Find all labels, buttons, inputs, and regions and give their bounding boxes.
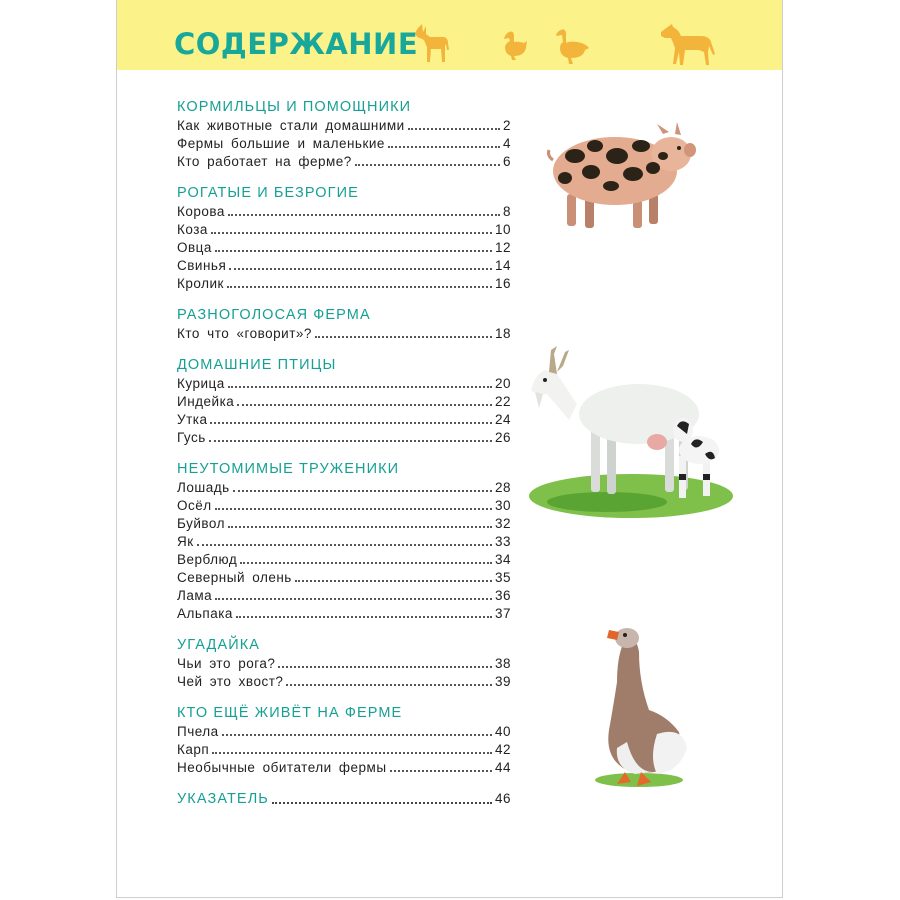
toc-entry[interactable] bbox=[177, 496, 511, 514]
entry-page-number: 2 bbox=[502, 118, 511, 133]
toc-entry[interactable] bbox=[177, 654, 511, 672]
entry-label: Курица bbox=[177, 376, 225, 391]
toc-section bbox=[177, 96, 511, 170]
entry-page-number: 38 bbox=[494, 656, 511, 671]
toc-section bbox=[177, 354, 511, 446]
entry-label: Коза bbox=[177, 222, 208, 237]
section-title: ДОМАШНИЕ ПТИЦЫ bbox=[177, 357, 337, 373]
dot-leader bbox=[229, 268, 492, 270]
dot-leader bbox=[212, 752, 492, 754]
dot-leader bbox=[228, 386, 492, 388]
entry-label: Необычные обитатели фермы bbox=[177, 760, 387, 775]
dot-leader bbox=[228, 214, 500, 216]
entry-label: Индейка bbox=[177, 394, 235, 409]
entry-page-number: 37 bbox=[494, 606, 511, 621]
entry-page-number: 12 bbox=[494, 240, 511, 255]
dot-leader bbox=[215, 508, 492, 510]
entry-label: Как животные стали домашними bbox=[177, 118, 405, 133]
dot-leader bbox=[236, 616, 492, 618]
toc-entry[interactable] bbox=[177, 722, 511, 740]
entry-page-number: 24 bbox=[494, 412, 511, 427]
dot-leader bbox=[233, 490, 492, 492]
section-title: РОГАТЫЕ И БЕЗРОГИЕ bbox=[177, 185, 359, 201]
dot-leader bbox=[390, 770, 492, 772]
dot-leader bbox=[228, 526, 492, 528]
entry-page-number: 18 bbox=[494, 326, 511, 341]
toc-entry[interactable] bbox=[177, 586, 511, 604]
toc-entry[interactable] bbox=[177, 374, 511, 392]
duck-silhouette-icon bbox=[502, 30, 528, 60]
toc-entry[interactable] bbox=[177, 478, 511, 496]
entry-page-number: 32 bbox=[494, 516, 511, 531]
toc-entry[interactable] bbox=[177, 604, 511, 622]
entry-label: Як bbox=[177, 534, 194, 549]
toc-entry[interactable] bbox=[177, 428, 511, 446]
toc-section bbox=[177, 702, 511, 776]
dot-leader bbox=[237, 404, 492, 406]
entry-label: Свинья bbox=[177, 258, 227, 273]
toc-entry[interactable] bbox=[177, 152, 511, 170]
section-title: КТО ЕЩЁ ЖИВЁТ НА ФЕРМЕ bbox=[177, 705, 403, 721]
dot-leader bbox=[408, 128, 500, 130]
entry-page-number: 20 bbox=[494, 376, 511, 391]
dot-leader bbox=[240, 562, 492, 564]
section-heading[interactable] bbox=[177, 304, 511, 324]
entry-label: Верблюд bbox=[177, 552, 238, 567]
goat-with-kid-illustration bbox=[527, 344, 733, 529]
dot-leader bbox=[211, 232, 492, 234]
toc-entry[interactable] bbox=[177, 324, 511, 342]
donkey-silhouette-icon bbox=[414, 24, 450, 64]
dot-leader bbox=[388, 146, 500, 148]
entry-label: Кто что «говорит»? bbox=[177, 326, 312, 341]
toc-section bbox=[177, 304, 511, 342]
section-title: УГАДАЙКА bbox=[177, 637, 261, 653]
dot-leader bbox=[209, 440, 492, 442]
entry-label: Буйвол bbox=[177, 516, 225, 531]
toc-entry[interactable] bbox=[177, 550, 511, 568]
entry-label: Пчела bbox=[177, 724, 219, 739]
table-of-contents bbox=[177, 96, 511, 808]
section-heading[interactable] bbox=[177, 702, 511, 722]
entry-page-number: 8 bbox=[502, 204, 511, 219]
entry-page-number: 44 bbox=[494, 760, 511, 775]
section-heading[interactable] bbox=[177, 96, 511, 116]
section-title: НЕУТОМИМЫЕ ТРУЖЕНИКИ bbox=[177, 461, 400, 477]
section-heading[interactable] bbox=[177, 354, 511, 374]
section-title: КОРМИЛЬЦЫ И ПОМОЩНИКИ bbox=[177, 99, 412, 115]
section-heading[interactable] bbox=[177, 458, 511, 478]
dot-leader bbox=[295, 580, 492, 582]
entry-page-number: 33 bbox=[494, 534, 511, 549]
dot-leader bbox=[272, 802, 492, 804]
toc-entry[interactable] bbox=[177, 568, 511, 586]
pig-illustration bbox=[545, 116, 701, 239]
index-title: УКАЗАТЕЛЬ bbox=[177, 791, 269, 807]
toc-entry[interactable] bbox=[177, 514, 511, 532]
entry-page-number: 28 bbox=[494, 480, 511, 495]
toc-section bbox=[177, 182, 511, 292]
horse-silhouette-icon bbox=[659, 24, 715, 66]
goose-silhouette-icon bbox=[555, 28, 591, 64]
toc-section bbox=[177, 458, 511, 622]
entry-label: Лошадь bbox=[177, 480, 230, 495]
entry-page-number: 14 bbox=[494, 258, 511, 273]
index-page-number: 46 bbox=[494, 791, 511, 806]
entry-page-number: 39 bbox=[494, 674, 511, 689]
entry-label: Корова bbox=[177, 204, 225, 219]
goose-illustration bbox=[587, 622, 697, 797]
toc-entry[interactable] bbox=[177, 256, 511, 274]
entry-label: Чей это хвост? bbox=[177, 674, 284, 689]
dot-leader bbox=[210, 422, 491, 424]
entry-label: Альпака bbox=[177, 606, 233, 621]
entry-label: Лама bbox=[177, 588, 213, 603]
toc-entry[interactable] bbox=[177, 672, 511, 690]
entry-page-number: 42 bbox=[494, 742, 511, 757]
section-title: РАЗНОГОЛОСАЯ ФЕРМА bbox=[177, 307, 371, 323]
entry-label: Утка bbox=[177, 412, 208, 427]
entry-label: Чьи это рога? bbox=[177, 656, 276, 671]
entry-label: Северный олень bbox=[177, 570, 292, 585]
dot-leader bbox=[355, 164, 500, 166]
entry-page-number: 10 bbox=[494, 222, 511, 237]
dot-leader bbox=[215, 598, 492, 600]
toc-entry[interactable] bbox=[177, 238, 511, 256]
entry-page-number: 36 bbox=[494, 588, 511, 603]
entry-label: Фермы большие и маленькие bbox=[177, 136, 385, 151]
page-title: СОДЕРЖАНИЕ bbox=[174, 27, 419, 61]
toc-entry[interactable] bbox=[177, 392, 511, 410]
entry-page-number: 34 bbox=[494, 552, 511, 567]
dot-leader bbox=[227, 286, 492, 288]
entry-page-number: 16 bbox=[494, 276, 511, 291]
contents-page bbox=[116, 0, 783, 898]
toc-entry[interactable] bbox=[177, 532, 511, 550]
entry-page-number: 22 bbox=[494, 394, 511, 409]
entry-label: Кролик bbox=[177, 276, 224, 291]
entry-label: Кто работает на ферме? bbox=[177, 154, 352, 169]
entry-label: Карп bbox=[177, 742, 210, 757]
toc-section bbox=[177, 634, 511, 690]
dot-leader bbox=[278, 666, 492, 668]
entry-label: Гусь bbox=[177, 430, 206, 445]
section-heading[interactable] bbox=[177, 634, 511, 654]
toc-entry[interactable] bbox=[177, 740, 511, 758]
section-heading[interactable] bbox=[177, 182, 511, 202]
entry-page-number: 30 bbox=[494, 498, 511, 513]
dot-leader bbox=[197, 544, 492, 546]
entry-page-number: 4 bbox=[502, 136, 511, 151]
toc-entry[interactable] bbox=[177, 134, 511, 152]
toc-entry[interactable] bbox=[177, 202, 511, 220]
toc-entry[interactable] bbox=[177, 758, 511, 776]
entry-label: Овца bbox=[177, 240, 212, 255]
toc-entry[interactable] bbox=[177, 116, 511, 134]
entry-page-number: 26 bbox=[494, 430, 511, 445]
entry-page-number: 6 bbox=[502, 154, 511, 169]
dot-leader bbox=[222, 734, 492, 736]
dot-leader bbox=[286, 684, 492, 686]
toc-entry[interactable] bbox=[177, 410, 511, 428]
entry-page-number: 35 bbox=[494, 570, 511, 585]
entry-page-number: 40 bbox=[494, 724, 511, 739]
dot-leader bbox=[315, 336, 492, 338]
entry-label: Осёл bbox=[177, 498, 212, 513]
toc-entry[interactable] bbox=[177, 220, 511, 238]
index-entry[interactable] bbox=[177, 788, 511, 808]
dot-leader bbox=[215, 250, 492, 252]
toc-entry[interactable] bbox=[177, 274, 511, 292]
